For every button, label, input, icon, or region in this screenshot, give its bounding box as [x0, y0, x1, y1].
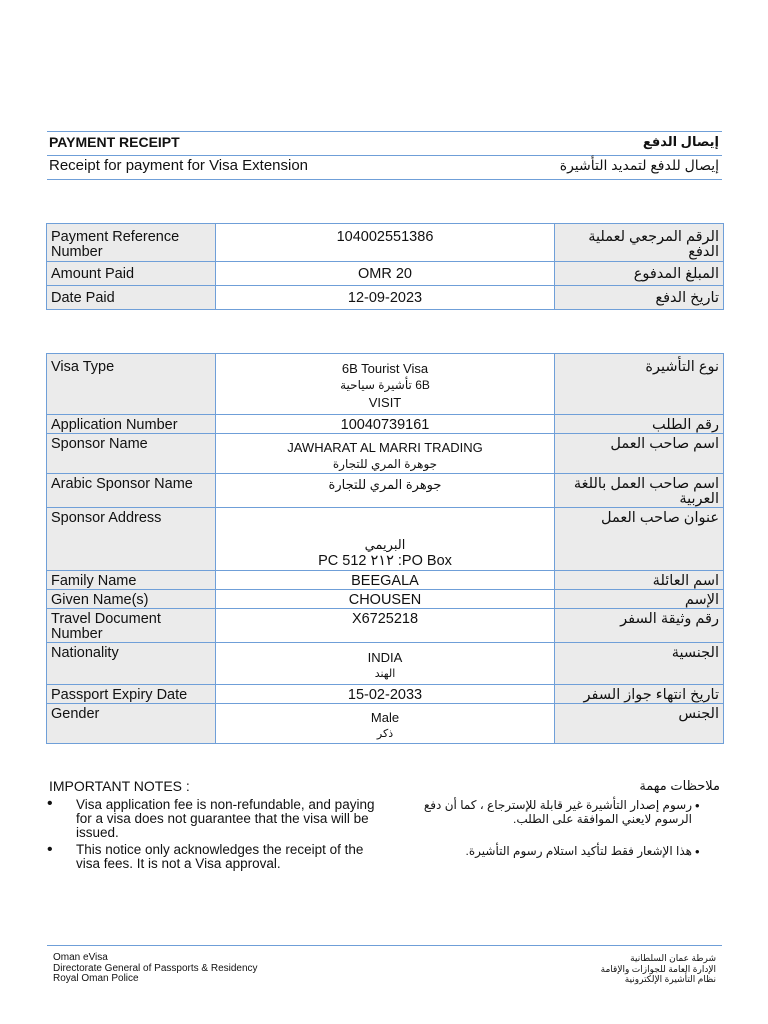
header-top-rule — [47, 131, 722, 132]
nationality-cell — [216, 643, 555, 685]
ar-sponsor-label: Arabic Sponsor Name — [47, 474, 216, 508]
gender-value-ar: ذكر — [376, 728, 394, 740]
bullet-icon: • — [695, 798, 700, 813]
passport-value: 15-02-2033 — [216, 685, 555, 704]
ref-label: Payment Reference Number — [47, 224, 216, 262]
table-row — [47, 415, 724, 434]
ar-sponsor-label-ar: اسم صاحب العمل باللغة العربية — [555, 474, 724, 508]
nationality-value-ar: الهند — [374, 668, 396, 680]
amount-label-ar: المبلغ المدفوع — [555, 262, 724, 286]
table-row — [47, 434, 724, 474]
note-1-ar: رسوم إصدار التأشيرة غير قابلة للإسترجاع ، كما أن دفع الرسوم لايعني الموافقة على الطلب. — [423, 798, 692, 826]
page-subtitle: Receipt for payment for Visa Extension — [49, 157, 309, 174]
gender-value: Male — [370, 710, 400, 725]
footer-line-1: Oman eVisa — [53, 952, 108, 963]
passport-label-ar: تاريخ انتهاء جواز السفر — [555, 685, 724, 704]
footer-left — [53, 953, 258, 985]
address-value-ar: البريمي — [364, 537, 406, 552]
table-row — [47, 704, 724, 744]
page-title-ar: إيصال الدفع — [642, 134, 719, 149]
visa-type-value-ar: 6B تأشيرة سياحية — [340, 378, 430, 392]
page-subtitle-ar: إيصال للدفع لتمديد التأشيرة — [559, 157, 719, 173]
bullet-icon: • — [47, 841, 53, 858]
family-label: Family Name — [47, 571, 216, 590]
app-value: 10040739161 — [216, 415, 555, 434]
ar-sponsor-value: جوهرة المري للتجارة — [216, 474, 555, 508]
notes-title: IMPORTANT NOTES : — [49, 778, 190, 794]
sponsor-value-ar: جوهرة المري للتجارة — [332, 457, 438, 471]
footer-line-1-ar: شرطة عمان السلطانية — [630, 953, 716, 963]
amount-label: Amount Paid — [47, 262, 216, 286]
table-row — [47, 224, 724, 262]
bullet-icon: • — [695, 844, 700, 859]
footer — [47, 945, 722, 993]
note-1: Visa application fee is non-refundable, and paying for a visa does not guarantee that the visa will be issued. — [76, 797, 375, 840]
table-row — [47, 286, 724, 310]
visa-type-label-ar: نوع التأشيرة — [555, 354, 724, 415]
visa-type-cell — [216, 354, 555, 415]
visa-type-value-extra: VISIT — [368, 395, 402, 410]
given-label-ar: الإسم — [555, 590, 724, 609]
family-label-ar: اسم العائلة — [555, 571, 724, 590]
header-mid-rule — [47, 155, 722, 156]
address-label-ar: عنوان صاحب العمل — [555, 508, 724, 571]
receipt-subtitle-row — [47, 157, 721, 179]
page-title: PAYMENT RECEIPT — [49, 134, 180, 150]
sponsor-value: JAWHARAT AL MARRI TRADING — [287, 440, 483, 455]
footer-line-3-ar: نظام التأشيرة الإلكترونية — [624, 974, 716, 984]
given-label: Given Name(s) — [47, 590, 216, 609]
date-value: 12-09-2023 — [216, 286, 555, 310]
details-table — [46, 353, 724, 744]
table-row — [47, 474, 724, 508]
travel-label: Travel Document Number — [47, 609, 216, 643]
footer-right — [601, 953, 716, 985]
passport-label: Passport Expiry Date — [47, 685, 216, 704]
app-label: Application Number — [47, 415, 216, 434]
date-label-ar: تاريخ الدفع — [555, 286, 724, 310]
sponsor-label-ar: اسم صاحب العمل — [555, 434, 724, 474]
table-row — [47, 354, 724, 415]
amount-value: OMR 20 — [216, 262, 555, 286]
sponsor-cell — [216, 434, 555, 474]
date-label: Date Paid — [47, 286, 216, 310]
bullet-icon: • — [47, 795, 53, 812]
nationality-value: INDIA — [367, 650, 403, 665]
footer-line-2-ar: الإدارة العامة للجوازات والإقامة — [600, 963, 716, 974]
table-row — [47, 571, 724, 590]
table-row — [47, 643, 724, 685]
table-row — [47, 609, 724, 643]
address-value: PC 512 ٢١٢ :PO Box — [318, 553, 452, 569]
ref-value: 104002551386 — [216, 224, 555, 262]
address-cell — [216, 508, 555, 571]
table-row — [47, 590, 724, 609]
app-label-ar: رقم الطلب — [555, 415, 724, 434]
given-value: CHOUSEN — [216, 590, 555, 609]
receipt-title-row — [47, 134, 721, 154]
gender-cell — [216, 704, 555, 744]
travel-value: X6725218 — [216, 609, 555, 643]
footer-line-3: Royal Oman Police — [53, 973, 139, 984]
header-bottom-rule — [47, 179, 722, 180]
nationality-label: Nationality — [47, 643, 216, 685]
nationality-label-ar: الجنسية — [555, 643, 724, 685]
family-value: BEEGALA — [216, 571, 555, 590]
visa-type-value: 6B Tourist Visa — [341, 361, 429, 376]
ref-label-ar: الرقم المرجعي لعملية الدفع — [555, 224, 724, 262]
payment-table — [46, 223, 724, 310]
note-2: This notice only acknowledges the receipt of the visa fees. It is not a Visa approval. — [76, 842, 364, 871]
notes-title-ar: ملاحظات مهمة — [639, 778, 720, 793]
table-row — [47, 508, 724, 571]
gender-label-ar: الجنس — [555, 704, 724, 744]
gender-label: Gender — [47, 704, 216, 744]
table-row — [47, 685, 724, 704]
table-row — [47, 262, 724, 286]
address-label: Sponsor Address — [47, 508, 216, 571]
visa-type-label: Visa Type — [47, 354, 216, 415]
travel-label-ar: رقم وثيقة السفر — [555, 609, 724, 643]
sponsor-label: Sponsor Name — [47, 434, 216, 474]
footer-line-2: Directorate General of Passports & Residency — [53, 962, 258, 974]
note-2-ar: هذا الإشعار فقط لتأكيد استلام رسوم التأشيرة. — [465, 844, 692, 858]
